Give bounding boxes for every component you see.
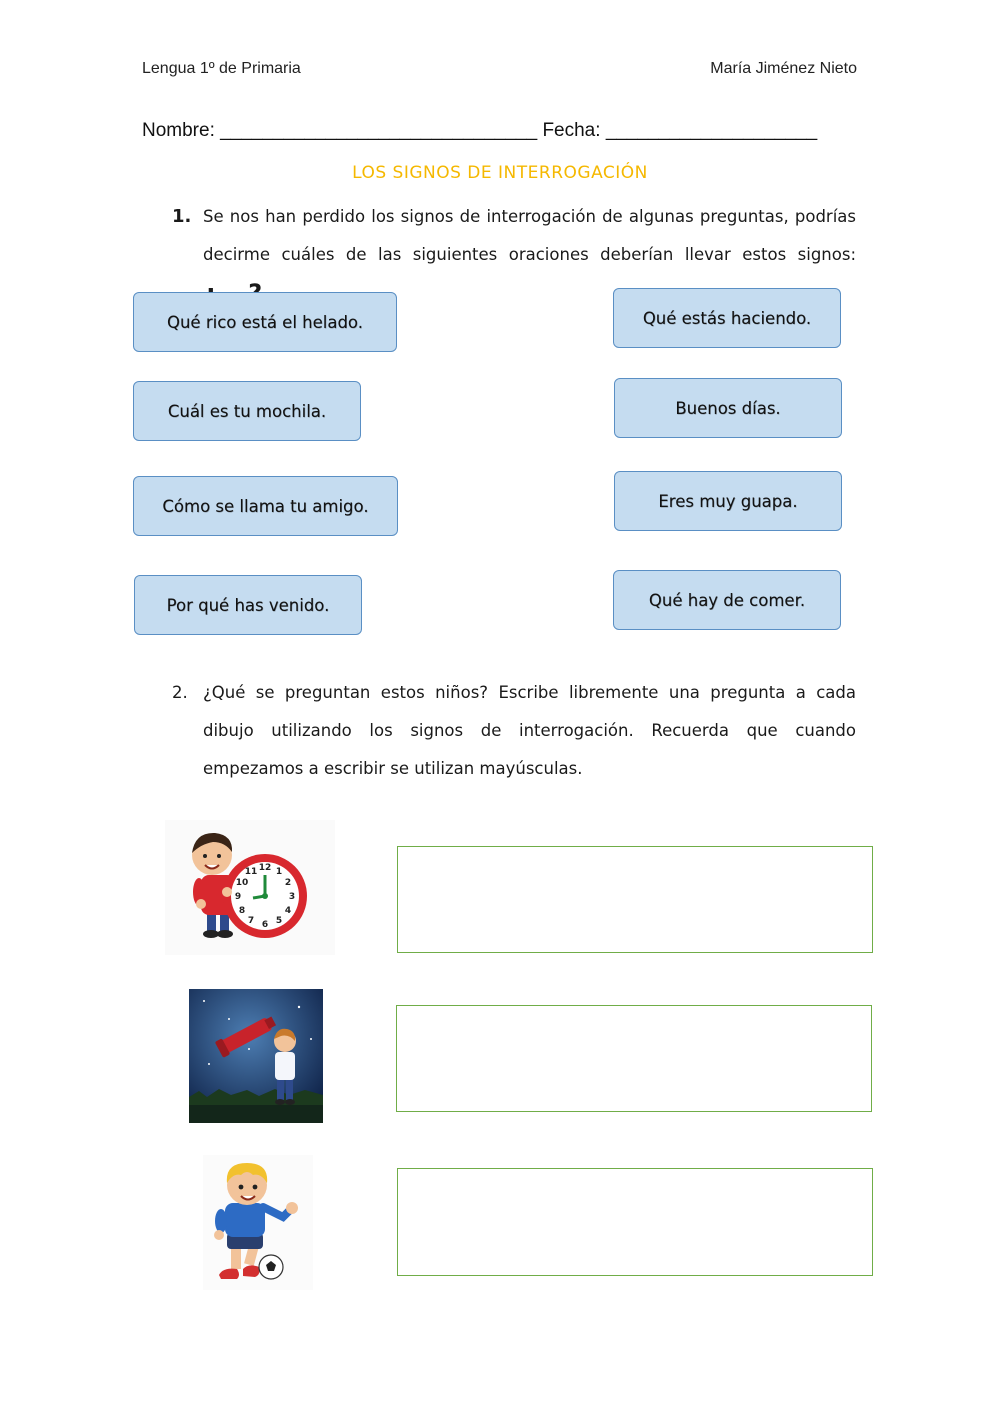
exercise-2-number: 2. — [172, 683, 188, 702]
option-buenos-dias[interactable]: Buenos días. — [614, 378, 842, 438]
clock-number: 1 — [275, 867, 283, 877]
clock-number: 4 — [284, 906, 292, 916]
option-cual-es[interactable]: Cuál es tu mochila. — [133, 381, 361, 441]
boy-with-ball-image — [203, 1155, 313, 1290]
name-date-line — [142, 120, 817, 142]
kid-telescope-image — [189, 989, 323, 1123]
answer-box-3[interactable] — [397, 1168, 873, 1276]
clock-number: 8 — [238, 906, 246, 916]
clock-number: 11 — [244, 867, 258, 877]
clock-number: 6 — [261, 920, 269, 930]
answer-box-1[interactable] — [397, 846, 873, 953]
option-eres-muy-guapa[interactable]: Eres muy guapa. — [614, 471, 842, 531]
clock-number: 12 — [258, 863, 272, 873]
answer-box-2[interactable] — [396, 1005, 872, 1112]
exercise-2-text: ¿Qué se preguntan estos niños? Escribe libremente una pregunta a cada dibujo utilizando los signos de interrogación. Recuerda que cuando empezamos a escribir se utilizan mayúsculas. — [203, 683, 856, 778]
option-como-se-llama[interactable]: Cómo se llama tu amigo. — [133, 476, 398, 536]
exercise-1-text: Se nos han perdido los signos de interrogación de algunas preguntas, podrías decirme cuáles de las siguientes oraciones deberían llevar estos signos: — [203, 207, 856, 264]
option-que-rico[interactable]: Qué rico está el helado. — [133, 292, 397, 352]
clock-number: 10 — [235, 878, 249, 888]
date-label: Fecha: — [542, 120, 601, 141]
boy-with-clock-image — [165, 820, 335, 955]
name-field[interactable]: ______________________________ — [220, 120, 538, 141]
exercise-1-number: 1. — [172, 206, 192, 227]
subject-header: Lengua 1º de Primaria — [142, 60, 301, 77]
option-que-hay[interactable]: Qué hay de comer. — [613, 570, 841, 630]
clock-number: 7 — [247, 916, 255, 926]
option-que-estas[interactable]: Qué estás haciendo. — [613, 288, 841, 348]
date-field[interactable]: ____________________ — [605, 120, 818, 141]
name-label: Nombre: — [142, 120, 215, 141]
author-header: María Jiménez Nieto — [710, 60, 857, 77]
clock-number: 5 — [275, 916, 283, 926]
clock-number: 2 — [284, 878, 292, 888]
page-title: LOS SIGNOS DE INTERROGACIÓN — [352, 163, 648, 183]
clock-number: 9 — [234, 892, 242, 902]
clock-number: 3 — [288, 892, 296, 902]
option-por-que[interactable]: Por qué has venido. — [134, 575, 362, 635]
